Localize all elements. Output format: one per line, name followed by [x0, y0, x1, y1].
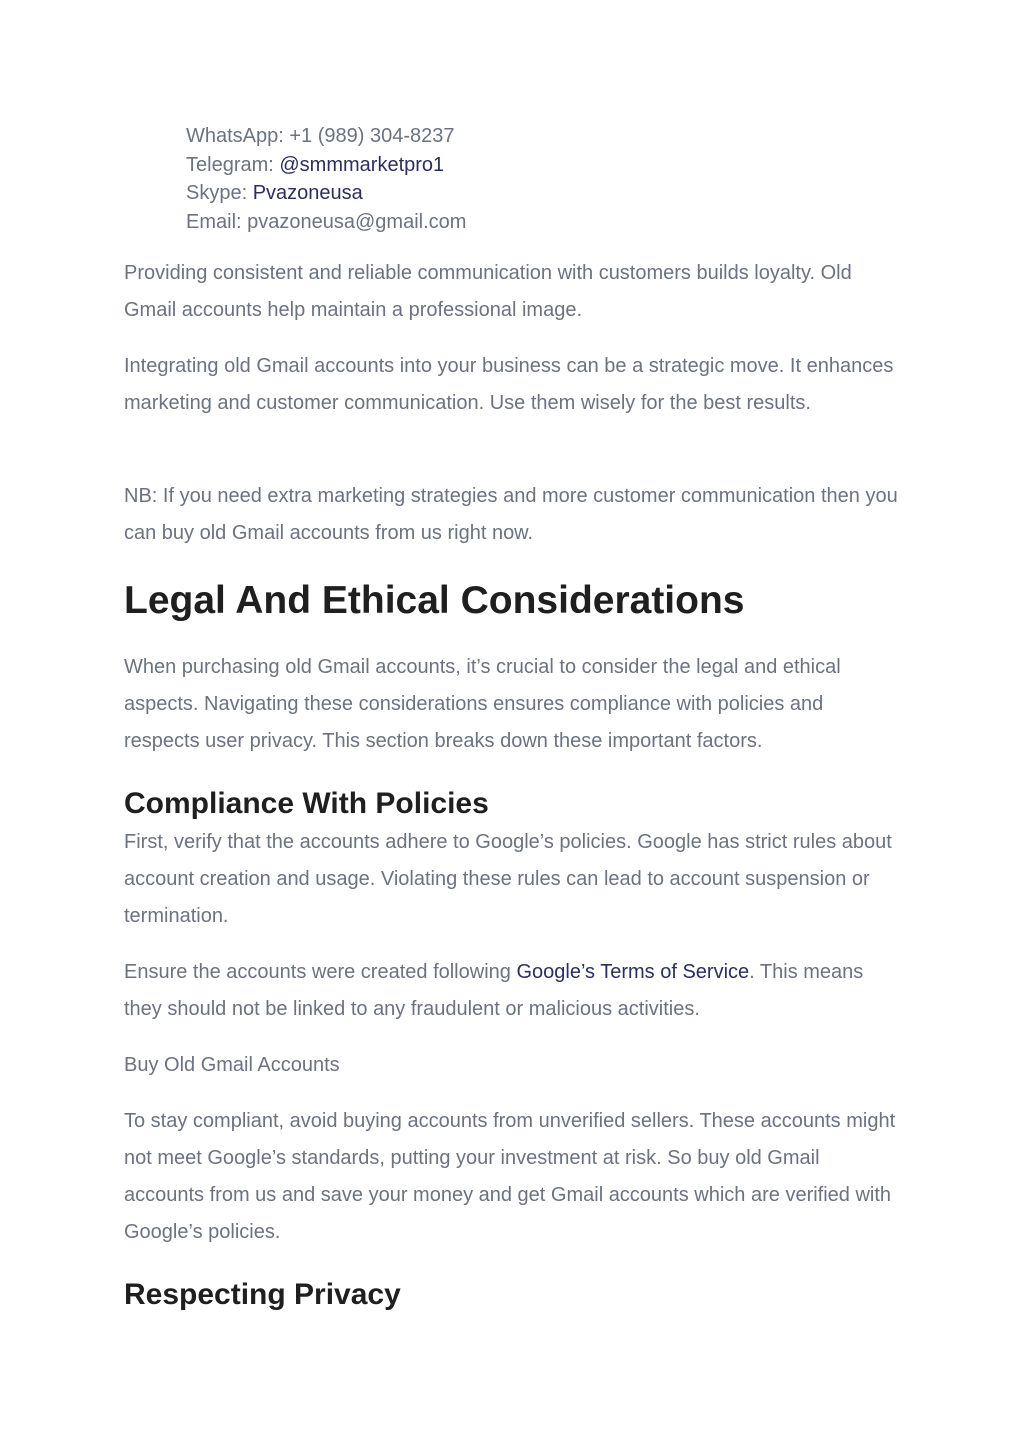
paragraph-buy-old-gmail: [124, 1047, 904, 1084]
whatsapp-line: WhatsApp: +1 (989) 304-8237: [186, 125, 455, 147]
telegram-line: [186, 151, 466, 180]
terms-text-after: . This means they should not be linked to any fraudulent or malicious activities.: [124, 961, 864, 1020]
terms-text-before: Ensure the accounts were created following: [124, 961, 517, 983]
heading-compliance: Compliance With Policies: [124, 787, 489, 820]
paragraph-loyalty-text: Providing consistent and reliable communication with customers builds loyalty. Old Gmail accounts help maintain a professional image.: [124, 262, 852, 321]
email-line: Email: pvazoneusa@gmail.com: [186, 210, 467, 233]
paragraph-legal-intro-text: When purchasing old Gmail accounts, it’s crucial to consider the legal and ethical aspects. Navigating these considerations ensures compliance with policies and respects user privacy. This section breaks down these important factors.: [124, 656, 841, 752]
heading-respecting-privacy: Respecting Privacy: [124, 1278, 401, 1311]
skype-line: [186, 179, 466, 208]
terms-of-service-link[interactable]: Google’s Terms of Service: [516, 961, 750, 983]
paragraph-integrating: [124, 348, 904, 422]
paragraph-terms-of-service-text: [124, 954, 904, 1028]
paragraph-terms-of-service: [124, 954, 904, 1028]
skype-label: Skype:: [186, 182, 253, 204]
paragraph-loyalty: [124, 255, 904, 329]
paragraph-stay-compliant-text: To stay compliant, avoid buying accounts from unverified sellers. These accounts might not meet Google’s standards, putting your investment at risk. So buy old Gmail accounts from us and save your money and get Gmail accounts which are verified with Google’s policies.: [124, 1110, 896, 1243]
paragraph-nb-text: NB: If you need extra marketing strategies and more customer communication then you can buy old Gmail accounts from us right now.: [124, 485, 898, 544]
skype-link[interactable]: Pvazoneusa: [252, 182, 363, 204]
telegram-label: Telegram:: [186, 153, 280, 176]
contact-info: [186, 122, 466, 236]
telegram-link[interactable]: @smmmarketpro1: [279, 153, 445, 176]
paragraph-verify-policies: [124, 824, 904, 935]
paragraph-integrating-text: Integrating old Gmail accounts into your business can be a strategic move. It enhances marketing and customer communication. Use them wisely for the best results.: [124, 355, 894, 414]
paragraph-verify-policies-text: First, verify that the accounts adhere to Google’s policies. Google has strict rules about account creation and usage. Violating these rules can lead to account suspension or termination.: [124, 831, 892, 927]
paragraph-stay-compliant: [124, 1103, 904, 1251]
paragraph-legal-intro: [124, 649, 904, 760]
paragraph-buy-old-gmail-text: Buy Old Gmail Accounts: [124, 1054, 340, 1076]
heading-legal-ethical: Legal And Ethical Considerations: [124, 579, 745, 622]
paragraph-nb: [124, 478, 904, 552]
